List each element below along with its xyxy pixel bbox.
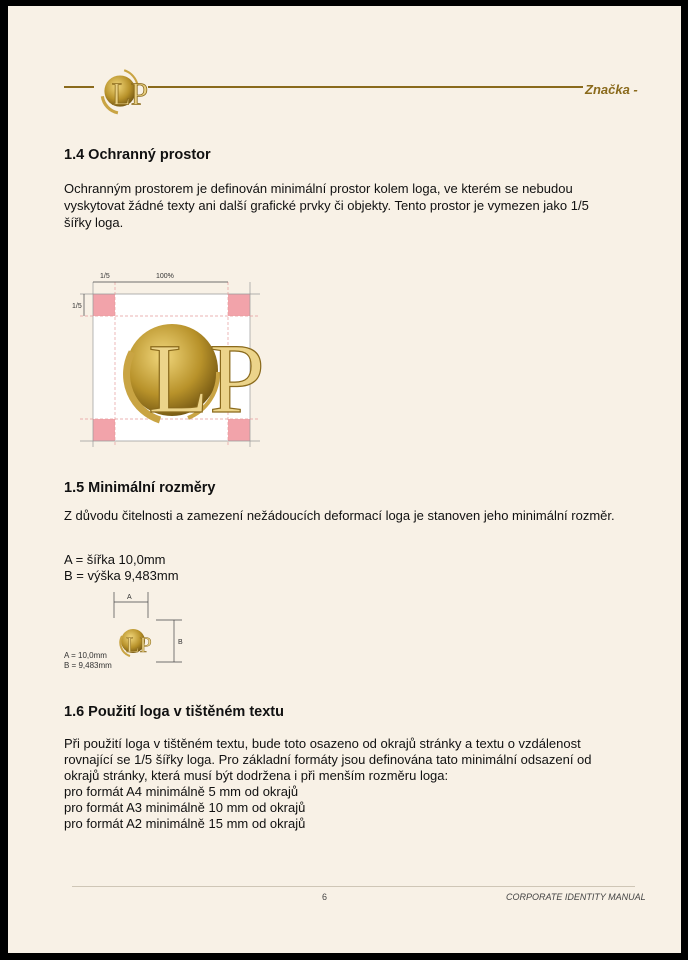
label-b: B: [178, 639, 183, 646]
section-1-6-line-4: pro formát A4 minimálně 5 mm od okrajů: [64, 784, 299, 799]
section-1-6-line-6: pro formát A2 minimálně 15 mm od okrajů: [64, 816, 306, 831]
section-1-6-heading: 1.6 Použití loga v tištěném textu: [64, 704, 284, 720]
safe-zone-corner: [228, 294, 250, 316]
safe-zone-corner: [93, 294, 115, 316]
section-1-4-line-2: vyskytovat žádné texty ani další grafické prvky či objekty. Tento prostor je vymezen jako 1/5: [64, 198, 589, 213]
page-number: 6: [322, 892, 328, 902]
footer-manual-title: CORPORATE IDENTITY MANUAL: [506, 892, 646, 902]
section-1-4-line-3: šířky loga.: [64, 215, 124, 230]
section-1-5-heading: 1.5 Minimální rozměry: [64, 480, 216, 496]
footer-divider: [72, 886, 635, 887]
section-1-6-line-2: rovnající se 1/5 šířky loga. Pro základní formáty jsou definována tato minimální odsazení od: [64, 752, 592, 767]
header-logo-letters: LP: [111, 76, 148, 112]
small-logo-letters: LP: [126, 632, 152, 657]
logo-letters: LP: [148, 323, 265, 434]
protective-space-diagram: [60, 262, 266, 452]
minimum-size-diagram: [108, 584, 193, 666]
safe-zone-corner: [93, 419, 115, 441]
manual-page: [8, 6, 681, 953]
dimension-b: B = výška 9,483mm: [64, 568, 179, 583]
label-fifth-top: 1/5: [100, 273, 110, 280]
header-line-right: [148, 86, 583, 88]
section-1-6-line-3: okrajů stránky, která musí být dodržena i při menším rozměru loga:: [64, 768, 449, 783]
header-line-left: [64, 86, 94, 88]
section-1-4-line-1: Ochranným prostorem je definován minimální prostor kolem loga, ve kterém se nebudou: [64, 181, 573, 196]
header-logo: [92, 64, 148, 116]
section-1-6-line-1: Při použití loga v tištěném textu, bude toto osazeno od okrajů stránky a textu o vzdálenost: [64, 736, 581, 751]
label-fifth-left: 1/5: [72, 303, 82, 310]
label-full-width: 100%: [156, 273, 174, 280]
label-a: A: [127, 594, 132, 601]
note-a: A = 10,0mm: [64, 651, 107, 660]
section-1-4-heading: 1.4 Ochranný prostor: [64, 147, 211, 163]
dimension-a: A = šířka 10,0mm: [64, 552, 166, 567]
section-1-5-text: Z důvodu čitelnosti a zamezení nežádoucích deformací loga je stanoven jeho minimální rozměr.: [64, 508, 615, 523]
section-1-6-line-5: pro formát A3 minimálně 10 mm od okrajů: [64, 800, 306, 815]
header-title: Značka -: [585, 82, 638, 97]
note-b: B = 9,483mm: [64, 661, 112, 670]
